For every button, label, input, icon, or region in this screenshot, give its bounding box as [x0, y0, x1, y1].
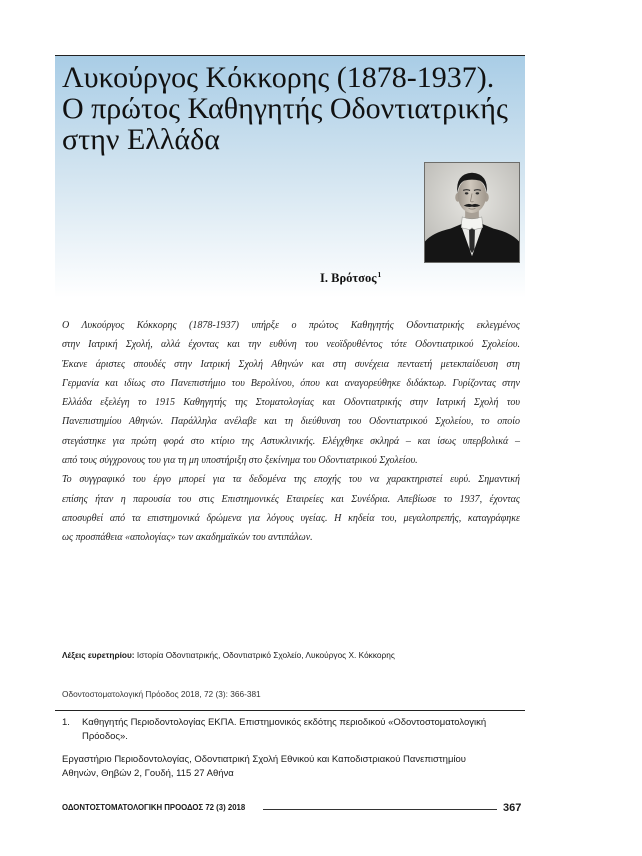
article-title	[62, 62, 508, 155]
address-line: Εργαστήριο Περιοδοντολογίας, Οδοντιατρική Σχολή Εθνικού και Καποδιστριακού Πανεπιστημίου	[62, 754, 467, 765]
abstract-line: Έκανε άριστες σπουδές στην Ιατρική Σχολή Αθηνών και στη συνέχεια πενταετή μετεκπαίδευση στη	[62, 358, 520, 370]
left-eye	[465, 192, 469, 194]
affiliation-mark: 1	[377, 270, 382, 279]
abstract-line: στην Ιατρική Σχολή, αλλά έχοντας και την ευθύνη του νεοϊδρυθέντος τότε Οδοντιατρικού Σχολείου.	[62, 339, 520, 351]
abstract-line: Ελλάδα εξελέγη το 1915 Καθηγητής της Στοματολογίας και Οδοντιατρικής στην Ιατρική Σχολή του	[62, 397, 520, 409]
abstract-line: αποσυρθεί από τα επιστημονικά δρώμενα για λόγους υγείας. Η κηδεία του, μεγαλοπρεπής, καταγράφηκε	[62, 512, 520, 524]
abstract-line: ως προσπάθεια «απολογίας» των ακαδημαϊκών του αντιπάλων.	[62, 532, 313, 544]
abstract-line: επίσης ήταν η παρουσία του στις Επιστημονικές Εταιρείες και Συνέδρια. Απεβίωσε το 1937, έχοντας	[62, 493, 520, 505]
footnote	[62, 716, 486, 744]
page-number: 367	[503, 802, 522, 814]
footnote-marker: 1.	[62, 717, 70, 728]
keywords-label: Λέξεις ευρετηρίου:	[62, 650, 135, 660]
right-eye	[476, 192, 480, 194]
portrait-illustration	[425, 163, 519, 262]
correspondence-address	[62, 753, 466, 781]
title-line-3: στην Ελλάδα	[62, 123, 220, 156]
abstract-line: Ο Λυκούργος Κόκκορης (1878-1937) υπήρξε ο πρώτος Καθηγητής Οδοντιατρικής εκλεγμένος	[62, 320, 520, 331]
keywords	[62, 649, 395, 661]
keywords-terms: Ιστορία Οδοντιατρικής, Οδοντιατρικό Σχολείο, Λυκούργος Χ. Κόκκορης	[136, 650, 395, 660]
author-portrait-photo	[424, 162, 520, 263]
necktie	[469, 229, 475, 254]
journal-citation: Οδοντοστοματολογική Πρόοδος 2018, 72 (3): 366-381	[62, 689, 261, 699]
footer-rule	[263, 809, 497, 810]
title-line-1: Λυκούργος Κόκκορης (1878-1937).	[62, 61, 495, 94]
address-line: Αθηνών, Θηβών 2, Γουδή, 115 27 Αθήνα	[62, 768, 234, 779]
abstract	[62, 316, 520, 548]
abstract-line: Το συγγραφικό του έργο μπορεί για τα δεδομένα της εποχής του να χαρακτηριστεί ευρύ. Σημαντική	[62, 474, 520, 486]
footnote-line: Καθηγητής Περιοδοντολογίας ΕΚΠΑ. Επιστημονικός εκδότης περιοδικού «Οδοντοστοματολογική	[82, 717, 487, 728]
abstract-line: στεγάστηκε για πρώτη φορά στο κτίριο της Αστυκλινικής. Ελέγχθηκε σκληρά – και ίσως υπερβολικά –	[62, 435, 520, 447]
abstract-line: Γερμανία και ιδίως στο Πανεπιστήμιο του Βερολίνου, όπου και αναγορεύθηκε διδάκτωρ. Γυρίζοντας στην	[62, 377, 520, 389]
footnote-line: Πρόοδος».	[82, 731, 128, 742]
author-byline	[320, 269, 381, 287]
high-collar	[461, 217, 483, 230]
title-line-2: Ο πρώτος Καθηγητής Οδοντιατρικής	[62, 92, 508, 125]
footnote-divider	[55, 710, 525, 711]
author-name: Ι. Βρότσος	[320, 271, 377, 285]
footer-journal-name: ΟΔΟΝΤΟΣΤΟΜΑΤΟΛΟΓΙΚΗ ΠΡΟΟΔΟΣ 72 (3) 2018	[62, 803, 246, 812]
footnote-text	[82, 716, 486, 744]
abstract-line: από τους σύγχρονους του για τη μη υποστήριξη στο ξεκίνημα του Οδοντιατρικού Σχολείου.	[62, 455, 418, 467]
abstract-line: Πανεπιστημίου Αθηνών. Παράλληλα ανέλαβε και τη διεύθυνση του Οδοντιατρικού Σχολείου, το οποίο	[62, 416, 520, 428]
